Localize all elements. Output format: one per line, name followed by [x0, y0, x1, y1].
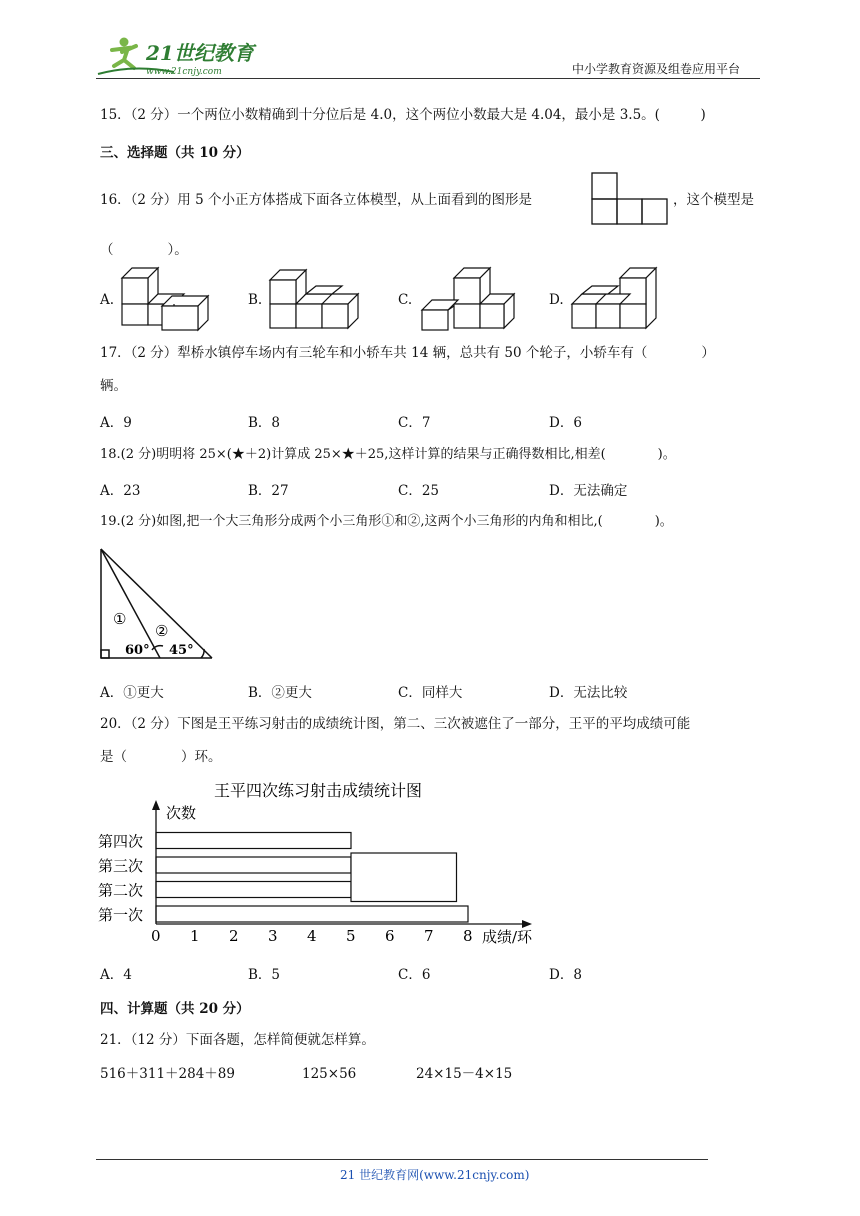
footer-text: 21 世纪教育网(www.21cnjy.com) — [340, 1168, 530, 1182]
q19-option-c: C．同样大 — [398, 685, 463, 701]
q18-option-c: C．25 — [398, 483, 440, 499]
section-3-title: 三、选择题（共 10 分） — [100, 145, 250, 161]
q18-option-a: A．23 — [100, 483, 141, 499]
bar-2 — [156, 882, 351, 898]
q18-option-d: D．无法确定 — [549, 483, 628, 499]
q16-option-a-figure — [118, 266, 214, 332]
x-axis-arrow — [522, 920, 532, 928]
angle-60-label: 60° — [125, 643, 150, 658]
triangle-hypotenuse — [101, 549, 212, 658]
platform-name: 中小学教育资源及组卷应用平台 — [572, 62, 741, 76]
question-16-text: 16．（2 分）用 5 个小正方体搭成下面各立体模型，从上面看到的图形是 — [100, 192, 532, 208]
x-tick-2: 2 — [229, 927, 239, 945]
logo-runner-head — [120, 38, 129, 47]
question-18: 18.(2 分)明明将 25×(★＋2)计算成 25×★＋25,这样计算的结果与正确得数相比,相差( )。 — [100, 447, 676, 462]
x-tick-7: 7 — [424, 927, 434, 945]
x-tick-8: 8 — [463, 927, 473, 945]
x-tick-6: 6 — [385, 927, 395, 945]
bar-label-4: 第四次 — [98, 832, 144, 851]
q21-expression-1: 516＋311＋284＋89 — [100, 1066, 235, 1082]
x-tick-1: 1 — [190, 927, 200, 945]
q21-expression-2: 125×56 — [302, 1066, 357, 1082]
q19-option-d: D．无法比较 — [549, 685, 628, 701]
q21-expression-3: 24×15－4×15 — [416, 1066, 513, 1082]
triangle-label-2: ② — [155, 622, 169, 640]
x-tick-5: 5 — [346, 927, 356, 945]
bar-label-3: 第三次 — [98, 857, 144, 875]
bar-4 — [156, 833, 351, 849]
logo-runner-body — [112, 46, 136, 68]
angle-45-arc — [201, 649, 204, 658]
q16-option-c-figure — [418, 266, 518, 334]
triangle-label-1: ① — [113, 610, 127, 628]
q16-option-b-label: B. — [248, 292, 263, 308]
q20-option-d: D．8 — [549, 967, 582, 983]
q20-option-c: C．6 — [398, 967, 431, 983]
logo — [94, 34, 264, 78]
q16-option-d-figure — [568, 266, 662, 332]
q17-option-c: C．7 — [398, 415, 431, 431]
x-tick-4: 4 — [307, 927, 317, 945]
hidden-cover-box — [351, 853, 457, 902]
x-tick-3: 3 — [268, 927, 278, 945]
question-15: 15．（2 分）一个两位小数精确到十分位后是 4.0，这个两位小数最大是 4.04，最小是 3.5。( ) — [100, 107, 706, 123]
logo-url: www.21cnjy.com — [146, 67, 222, 77]
triangle-divider — [101, 549, 160, 658]
right-angle-mark — [101, 650, 109, 658]
chart-title: 王平四次练习射击成绩统计图 — [214, 781, 423, 800]
q16-option-a-label: A. — [100, 292, 115, 308]
y-axis-arrow — [152, 800, 160, 810]
q17-option-b: B．8 — [248, 415, 281, 431]
q20-option-b: B．5 — [248, 967, 281, 983]
question-16-text-after: ，这个模型是 — [673, 192, 754, 208]
angle-45-label: 45° — [169, 643, 194, 658]
footer-divider — [96, 1159, 708, 1160]
bar-label-2: 第二次 — [98, 881, 144, 900]
question-20-line1: 20．（2 分）下图是王平练习射击的成绩统计图，第二、三次被遮住了一部分，王平的平均成绩可能 — [100, 716, 691, 732]
q17-option-d: D．6 — [549, 415, 582, 431]
top-view-figure — [591, 172, 669, 226]
question-16-blank: （ ）。 — [100, 242, 188, 258]
q16-option-d-label: D. — [549, 292, 564, 308]
q19-option-a: A．①更大 — [100, 685, 164, 701]
y-axis-label: 次数 — [166, 804, 197, 822]
q18-option-b: B．27 — [248, 483, 289, 499]
logo-text: 21世纪教育 — [146, 41, 254, 65]
bar-3 — [156, 857, 351, 873]
section-4-title: 四、计算题（共 20 分） — [100, 1001, 250, 1017]
shooting-score-chart — [94, 776, 554, 952]
question-19: 19.(2 分)如图,把一个大三角形分成两个小三角形①和②,这两个小三角形的内角和相比,( )。 — [100, 514, 673, 529]
q20-option-a: A．4 — [100, 967, 132, 983]
question-21: 21．（12 分）下面各题，怎样简便就怎样算。 — [100, 1032, 375, 1048]
header-divider — [96, 78, 760, 79]
question-17-line2: 辆。 — [100, 378, 127, 394]
x-tick-0: 0 — [151, 927, 161, 945]
q16-option-c-label: C. — [398, 292, 413, 308]
q17-option-a: A．9 — [100, 415, 132, 431]
bar-label-1: 第一次 — [98, 906, 144, 924]
question-20-line2: 是（ ）环。 — [100, 749, 222, 765]
q19-option-b: B．②更大 — [248, 685, 312, 701]
q19-triangle-figure — [98, 546, 216, 662]
question-17-line1: 17．（2 分）犁桥水镇停车场内有三轮车和小轿车共 14 辆，总共有 50 个轮子，小轿车有（ ） — [100, 345, 715, 361]
q16-option-b-figure — [266, 266, 364, 332]
x-axis-label: 成绩/环 — [482, 928, 533, 946]
bar-1 — [156, 906, 468, 922]
